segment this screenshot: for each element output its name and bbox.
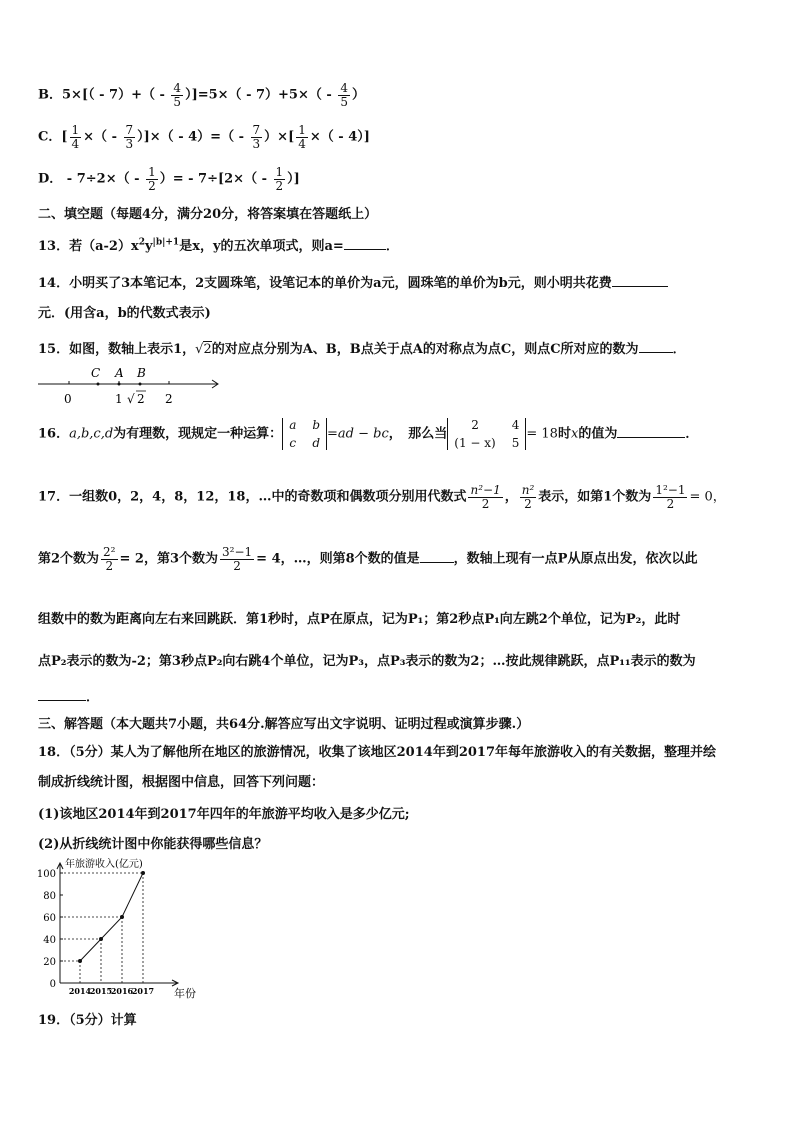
text: ）] [287,171,300,187]
numerator: 4 [340,81,348,95]
question-18-line1: 18．（5分）某人为了解他所在地区的旅游情况，收集了该地区2014年到2017年每年旅游收入的有关数据，整理并绘 [38,745,717,760]
numerator: 3²−1 [222,545,253,559]
text: ）]=5×（ - 7）+5×（ - [185,87,337,103]
question-16 [38,418,698,450]
text: ． [685,426,699,442]
y-tick-label: 40 [43,935,56,946]
denominator: 3 [125,136,134,151]
number-line [36,363,226,409]
text: = 2，第3个数为 [119,551,219,567]
numerator: 4 [173,81,182,95]
answer-blank[interactable] [612,286,668,287]
answer-blank[interactable] [38,700,86,701]
text: ， 那么当 [388,426,448,442]
sqrt-symbol: √ [195,342,204,357]
fraction [220,546,254,572]
exponent: 2 [138,237,145,248]
text: 是x，y的五次单项式，则a= [179,239,344,254]
fraction [124,124,136,150]
text: 15．如图，数轴上表示1， [38,342,196,357]
text: ． [86,690,100,705]
data-point [99,937,103,941]
question-15 [38,338,686,357]
x-tick-label: 2015 [89,986,113,996]
denominator: 2 [148,178,156,193]
text: - 7÷2×（ - [62,171,145,187]
cell: (1 − x) [454,436,496,450]
text: y [144,239,153,254]
answer-blank[interactable] [344,249,386,250]
cell: 5 [511,436,520,450]
answer-blank[interactable] [420,562,454,563]
fraction [251,124,263,150]
numerator: 7 [125,123,134,137]
label-a: A [115,366,124,380]
question-18-sub2: (2)从折线统计图中你能获得哪些信息？ [38,837,268,852]
cell: b [312,418,321,432]
question-13 [38,235,399,254]
question-14-line2: 元．(用含a，b的代数式表示) [38,306,211,321]
denominator: 4 [71,136,80,151]
text: ，数轴上现有一点P从原点出发，依次以此 [453,551,698,567]
variable: x [570,426,579,442]
cell: d [312,436,321,450]
question-18-line2: 制成折线统计图，根据图中信息，回答下列问题： [38,775,325,790]
denominator: 3 [252,136,261,151]
y-tick-label: 100 [36,869,56,880]
point-a [118,383,121,386]
equation-rhs: = 18 [526,426,558,442]
data-point [141,871,145,875]
x-tick-label: 2014 [68,986,92,996]
determinant-definition [282,418,327,450]
tick-0: 0 [64,392,72,406]
variables: a,b,c,d [69,426,114,442]
text: ×（ - [83,129,122,145]
data-point [78,959,82,963]
option-c [38,124,370,150]
numerator: 7 [252,123,261,137]
text: 为有理数，现规定一种运算： [113,426,283,442]
determinant-given [447,418,526,450]
cell: 2 [471,418,479,432]
numerator: 2² [103,545,116,559]
section-title-fill-in: 二、填空题（每题4分，满分20分，将答案填在答题纸上） [38,207,378,222]
text: ）×[ [264,129,295,145]
tick-2: 2 [165,392,173,406]
sqrt-symbol: √ [127,392,135,406]
data-point [120,915,124,919]
question-17-line1 [38,484,726,510]
sqrt-radicand: 2 [203,342,212,357]
text: 14．小明买了3本笔记本，2支圆珠笔，设笔记本的单价为a元，圆珠笔的单价为b元，则小明共花费 [38,276,612,291]
cell: 4 [511,418,520,432]
numerator: 1 [298,123,306,137]
text: ． [672,342,686,357]
fraction [653,484,687,510]
text: [ [61,129,68,145]
fraction [70,124,82,150]
question-17-line5 [38,686,99,705]
text: ， [504,489,518,505]
text: 第2个数为 [38,551,100,567]
text: ． [385,239,399,254]
y-axis-label: 年旅游收入(亿元) [65,859,143,870]
question-18-sub1: (1)该地区2014年到2017年四年的年旅游平均收入是多少亿元; [38,807,410,822]
option-d-label: D． [38,171,63,187]
numerator: 1 [275,165,284,179]
text: ）= - 7÷[2×（ - [159,171,272,187]
denominator: 2 [666,496,675,511]
denominator: 2 [105,558,114,573]
fraction [338,82,350,108]
numerator: 1²−1 [655,483,686,497]
question-17-line4: 点P₂表示的数为-2；第3秒点P₂向右跳4个单位，记为P₃，点P₃表示的数为2；…按此规律跳跃，点P₁₁表示的数为 [38,654,696,669]
numerator: n² [521,483,535,497]
denominator: 4 [298,136,306,151]
text: 16． [38,426,70,442]
denominator: 2 [275,178,284,193]
text: 的对应点分别为A、B，B点关于点A的对称点为点C，则点C所对应的数为 [211,342,639,357]
question-14 [38,272,668,291]
x-tick-label: 2017 [131,986,155,996]
text: = 4，…，则第8个数的值是 [256,551,420,567]
answer-blank[interactable] [617,437,685,438]
text: 的值为 [578,426,618,442]
denominator: 2 [524,496,532,511]
numerator: n²−1 [470,483,501,497]
cell: c [289,436,297,450]
y-tick-label: 20 [43,957,56,968]
fraction [101,546,117,572]
point-c [97,383,100,386]
question-19: 19．（5分）计算 [38,1013,137,1028]
tick-1: 1 [115,392,123,406]
text: 时 [557,426,571,442]
denominator: 5 [340,94,348,109]
fraction [520,484,537,510]
text: = 0， [689,489,726,505]
fraction [171,82,183,108]
x-tick-label: 2016 [110,986,134,996]
formula: =ad − bc [327,426,389,442]
fraction [296,124,308,150]
question-17-line3: 组数中的数为距离向左右来回跳跃．第1秒时，点P在原点，记为P₁；第2秒点P₁向左跳2个单位，记为P₂，此时 [38,612,681,627]
text: 5×[（ - 7）+（ - [62,87,170,103]
text: ×（ - 4）] [309,129,370,145]
y-tick-label: 60 [43,913,56,924]
denominator: 2 [233,558,241,573]
numerator: 1 [71,123,80,137]
tourism-income-line-chart [30,852,200,1000]
y-tick-label: 80 [43,891,56,902]
cell: a [289,418,297,432]
section-title-answer: 三、解答题（本大题共7小题，共64分.解答应写出文字说明、证明过程或演算步骤.） [38,717,530,732]
option-c-label: C． [38,129,62,145]
text: 表示，如第1个数为 [538,489,652,505]
answer-blank[interactable] [639,352,673,353]
denominator: 2 [481,496,490,511]
option-b-label: B． [38,87,62,103]
option-b [38,82,365,108]
label-b: B [137,366,146,380]
tick-sqrt2: 2 [137,392,145,406]
option-d [38,166,300,192]
text: ） [351,87,365,103]
label-c: C [91,366,101,380]
numerator: 1 [148,165,156,179]
exponent: |b|+1 [152,237,180,248]
fraction [146,166,158,192]
text: 17．一组数0，2，4，8，12，18，…中的奇数项和偶数项分别用代数式 [38,489,467,505]
point-b [139,383,142,386]
fraction [274,166,286,192]
denominator: 5 [173,94,182,109]
fraction [468,484,502,510]
y-tick-label: 0 [49,979,56,990]
text: 13．若（a-2）x [38,239,139,254]
x-axis-label: 年份 [174,987,196,1000]
question-17-line2 [38,546,697,572]
text: ）]×（ - 4）=（ - [137,129,249,145]
